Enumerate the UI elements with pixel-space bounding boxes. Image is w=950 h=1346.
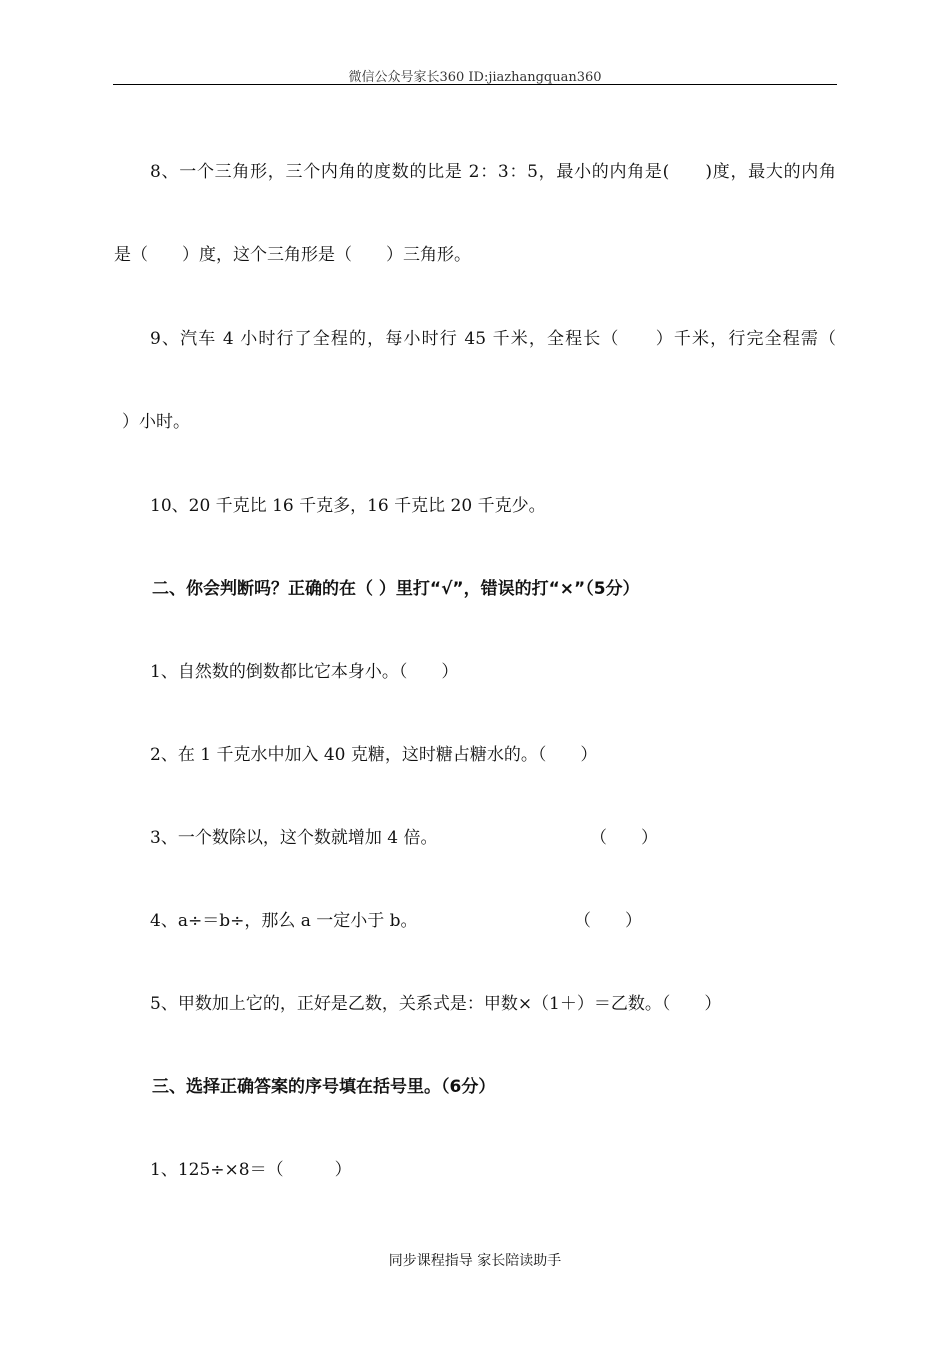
- page-footer: 同步课程指导 家长陪读助手: [388, 1253, 562, 1269]
- section-2-heading: 二、你会判断吗？正确的在（ ）里打“√”，错误的打“×”（5分）: [152, 579, 640, 599]
- question-8-line-2: 是（ ）度，这个三角形是（ ）三角形。: [114, 245, 471, 265]
- question-9-line-1: 9、汽车 4 小时行了全程的，每小时行 45 千米，全程长（ ）千米，行完全程需（: [150, 329, 836, 349]
- question-9-line-2: ）小时。: [122, 412, 190, 432]
- judge-question-4: 4、a÷＝b÷，那么 a 一定小于 b。: [150, 911, 418, 931]
- page-header: 微信公众号家长360 ID:jiazhangquan360: [348, 70, 602, 85]
- judge-question-3-answer-paren: （ ）: [590, 828, 658, 848]
- question-10: 10、20 千克比 16 千克多，16 千克比 20 千克少。: [150, 496, 546, 516]
- header-divider: [113, 84, 837, 85]
- judge-question-1: 1、自然数的倒数都比它本身小。（ ）: [150, 662, 459, 682]
- judge-question-5: 5、甲数加上它的，正好是乙数，关系式是：甲数×（1＋）＝乙数。（ ）: [150, 994, 722, 1014]
- judge-question-3: 3、一个数除以，这个数就增加 4 倍。: [150, 828, 438, 848]
- question-8-line-1: 8、一个三角形，三个内角的度数的比是 2：3：5，最小的内角是( )度，最大的内角: [150, 162, 836, 182]
- judge-question-4-answer-paren: （ ）: [574, 911, 642, 931]
- choice-question-1: 1、125÷×8＝（ ）: [150, 1160, 352, 1180]
- judge-question-2: 2、在 1 千克水中加入 40 克糖，这时糖占糖水的。（ ）: [150, 745, 598, 765]
- section-3-heading: 三、选择正确答案的序号填在括号里。（6分）: [152, 1077, 496, 1097]
